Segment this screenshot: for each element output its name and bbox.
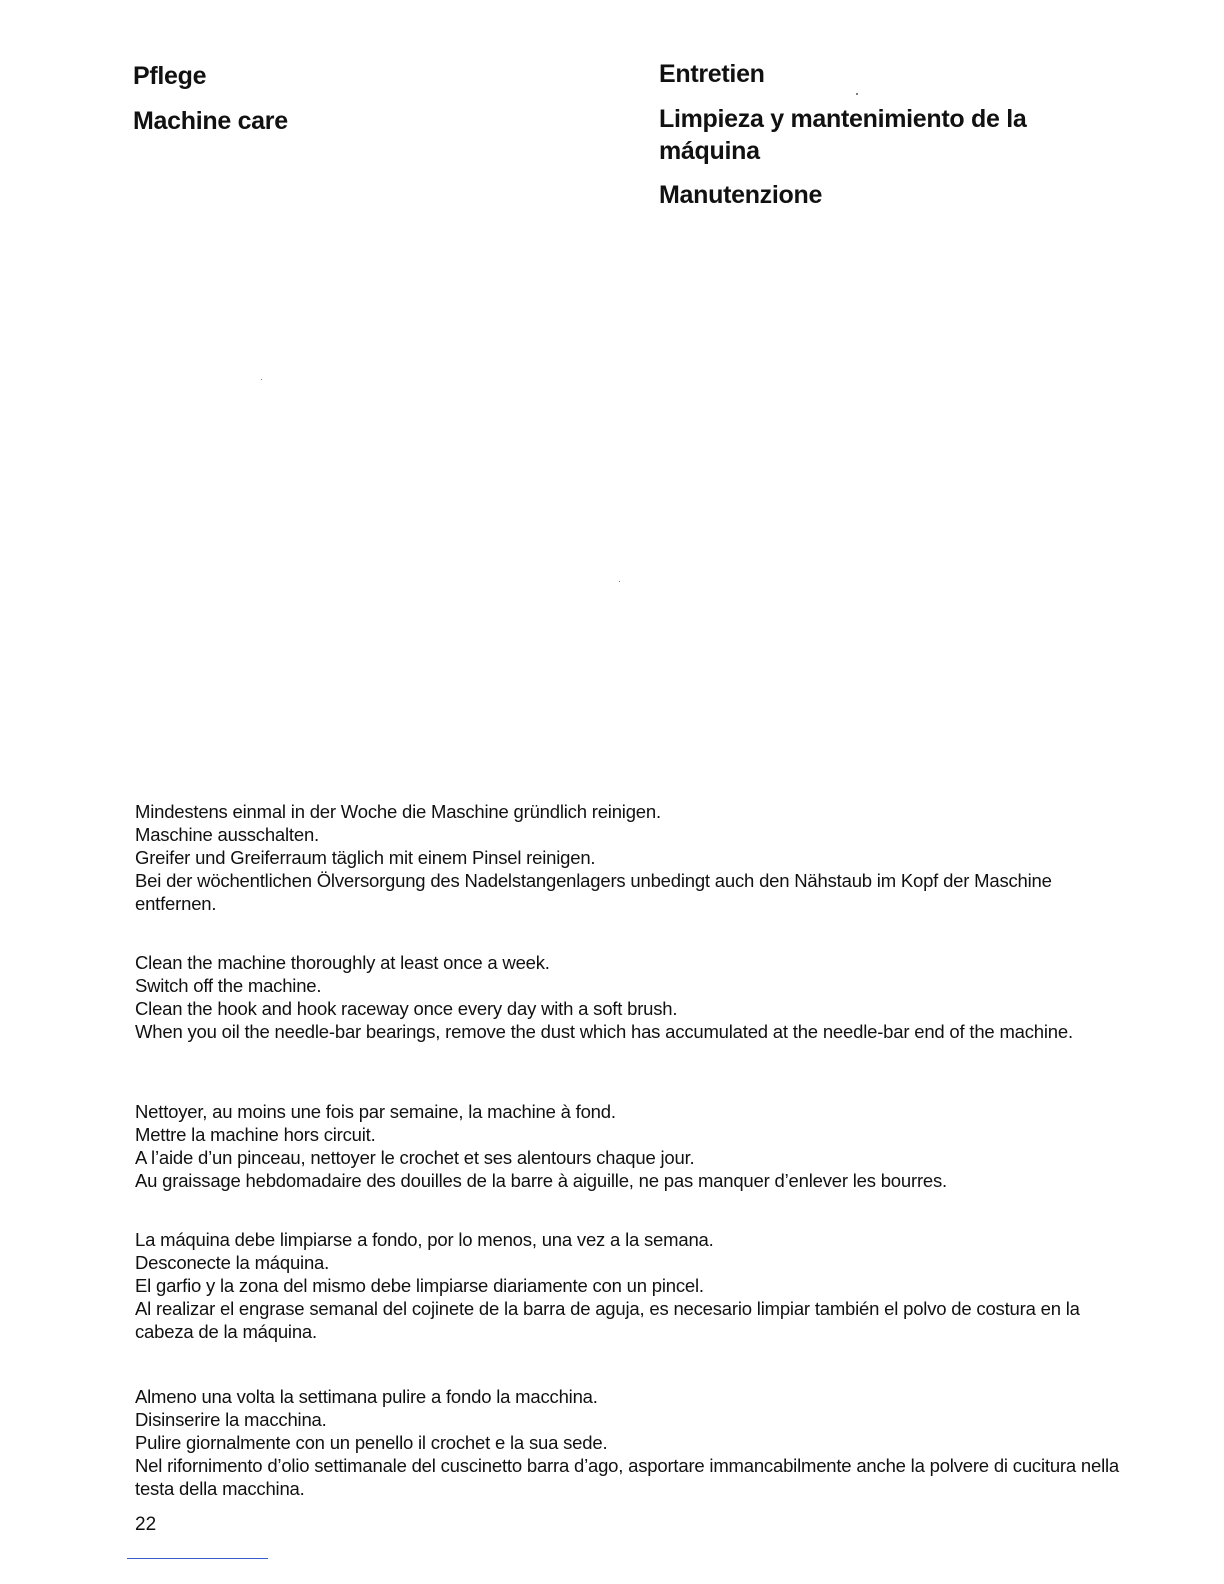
heading-es: Limpieza y mantenimiento de la máquina (659, 105, 1027, 165)
paragraph-line: A l’aide d’un pinceau, nettoyer le crochet et ses alentours chaque jour. (135, 1147, 695, 1168)
heading-fr: Entretien (659, 60, 765, 88)
scan-speck (856, 93, 858, 95)
paragraph-line: Switch off the machine. (135, 975, 322, 996)
page-number: 22 (135, 1514, 157, 1535)
paragraph-line: Mindestens einmal in der Woche die Maschine gründlich reinigen. (135, 801, 661, 822)
scan-speck (261, 379, 262, 380)
paragraph-line: Nettoyer, au moins une fois par semaine, la machine à fond. (135, 1101, 616, 1122)
paragraph-es (135, 1228, 1120, 1343)
paragraph-it (135, 1385, 1120, 1500)
paragraph-line: Desconecte la máquina. (135, 1252, 330, 1273)
scan-speck (619, 581, 620, 582)
paragraph-line: Clean the machine thoroughly at least once a week. (135, 952, 550, 973)
paragraph-line: La máquina debe limpiarse a fondo, por lo menos, una vez a la semana. (135, 1229, 714, 1250)
paragraph-line: Nel rifornimento d’olio settimanale del cuscinetto barra d’ago, asportare immancabilmente anche la polvere di cucitura nella testa della macchina. (135, 1455, 1119, 1499)
footer-rule (127, 1558, 268, 1559)
paragraph-line: When you oil the needle-bar bearings, remove the dust which has accumulated at the needle-bar end of the machine. (135, 1021, 1073, 1042)
heading-it: Manutenzione (659, 181, 823, 209)
paragraph-line: Greifer und Greiferraum täglich mit einem Pinsel reinigen. (135, 847, 596, 868)
paragraph-line: Pulire giornalmente con un penello il crochet e la sua sede. (135, 1432, 608, 1453)
paragraph-fr (135, 1100, 1120, 1192)
paragraph-line: Maschine ausschalten. (135, 824, 319, 845)
heading-en: Machine care (133, 107, 288, 135)
paragraph-line: El garfio y la zona del mismo debe limpiarse diariamente con un pincel. (135, 1275, 704, 1296)
paragraph-line: Clean the hook and hook raceway once every day with a soft brush. (135, 998, 678, 1019)
paragraph-de (135, 800, 1120, 915)
heading-de: Pflege (133, 62, 207, 90)
paragraph-line: Mettre la machine hors circuit. (135, 1124, 376, 1145)
paragraph-en (135, 951, 1120, 1043)
paragraph-line: Al realizar el engrase semanal del cojinete de la barra de aguja, es necesario limpiar también el polvo de costura en la cabeza de la máquina. (135, 1298, 1080, 1342)
paragraph-line: Au graissage hebdomadaire des douilles de la barre à aiguille, ne pas manquer d’enlever les bourres. (135, 1170, 947, 1191)
paragraph-line: Bei der wöchentlichen Ölversorgung des Nadelstangenlagers unbedingt auch den Nähstaub im Kopf der Maschine entfernen. (135, 870, 1052, 914)
paragraph-line: Disinserire la macchina. (135, 1409, 327, 1430)
paragraph-line: Almeno una volta la settimana pulire a fondo la macchina. (135, 1386, 598, 1407)
